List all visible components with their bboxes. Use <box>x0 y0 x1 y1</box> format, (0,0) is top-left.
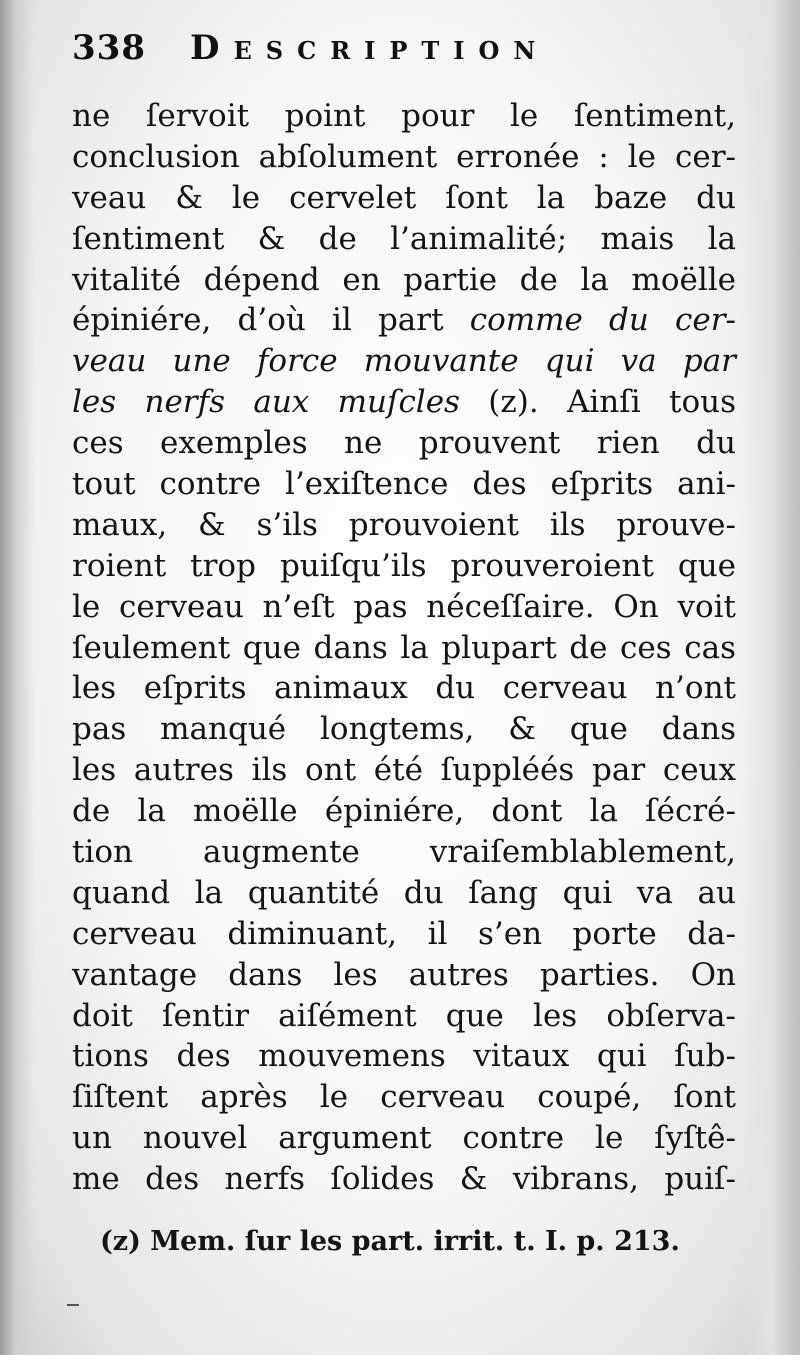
text-line: ſentiment & de l’animalité; mais la <box>72 220 736 257</box>
text-line: ne ſervoit point pour le ſentiment, <box>72 98 736 134</box>
page-header <box>72 26 732 76</box>
text-line: maux, & s’ils prouvoient ils prouve- <box>72 506 736 543</box>
page-number: 338 <box>72 28 146 68</box>
text-line: veau & le cervelet ſont la baze du <box>72 179 736 216</box>
text-line: tout contre l’exiſtence des eſprits ani- <box>72 466 736 503</box>
text-line: tions des mouvemens vitaux qui ſub- <box>72 1038 736 1075</box>
footnote-reference: (z). Ainſi tous <box>459 384 736 421</box>
text-line: épiniére, d’où il part comme du cer- <box>72 302 736 339</box>
italic-quote: comme du cer- <box>469 302 736 339</box>
text-line: doit ſentir aiſément que les obſerva- <box>72 997 736 1034</box>
text-line: ces exemples ne prouvent rien du <box>72 425 736 462</box>
italic-quote: veau une force mouvante qui va par <box>72 343 736 380</box>
text-line: vitalité dépend en partie de la moëlle <box>72 261 736 298</box>
footnote: (z) Mem. ſur les part. irrit. t. I. p. 213. <box>100 1226 680 1257</box>
text-line: roient trop puiſqu’ils prouveroient que <box>72 547 736 584</box>
gutter-shadow <box>0 0 34 1355</box>
text-line: pas manqué longtems, & que dans <box>72 711 736 748</box>
text-line: vantage dans les autres parties. On <box>72 956 736 993</box>
text-line <box>72 341 736 382</box>
text-line: tion augmente vraiſemblablement, <box>72 834 736 871</box>
text-line: quand la quantité du ſang qui va au <box>72 874 736 911</box>
running-title: Description <box>190 28 550 68</box>
margin-mark <box>67 1304 79 1306</box>
text-line: ſiſtent après le cerveau coupé, ſont <box>72 1079 736 1116</box>
text-line: cerveau diminuant, il s’en porte da- <box>72 915 736 952</box>
italic-quote: les nerfs aux muſcles <box>72 384 460 421</box>
text-line: les autres ils ont été ſuppléés par ceux <box>72 752 736 789</box>
text-line: conclusion abſolument erronée : le cer- <box>72 138 736 175</box>
text-line: ſeulement que dans la plupart de ces cas <box>72 629 736 666</box>
page-edge-shadow <box>742 0 800 1355</box>
text-line: me des nerfs ſolides & vibrans, puiſ- <box>72 1161 736 1198</box>
text-line: un nouvel argument contre le ſyſtê- <box>72 1120 736 1157</box>
text-line <box>72 382 736 423</box>
text-line: le cerveau n’eſt pas néceſſaire. On voit <box>72 588 736 625</box>
text-line: les eſprits animaux du cerveau n’ont <box>72 670 736 707</box>
body-text <box>72 96 736 1200</box>
text-line: de la moëlle épiniére, dont la ſécré- <box>72 793 736 830</box>
